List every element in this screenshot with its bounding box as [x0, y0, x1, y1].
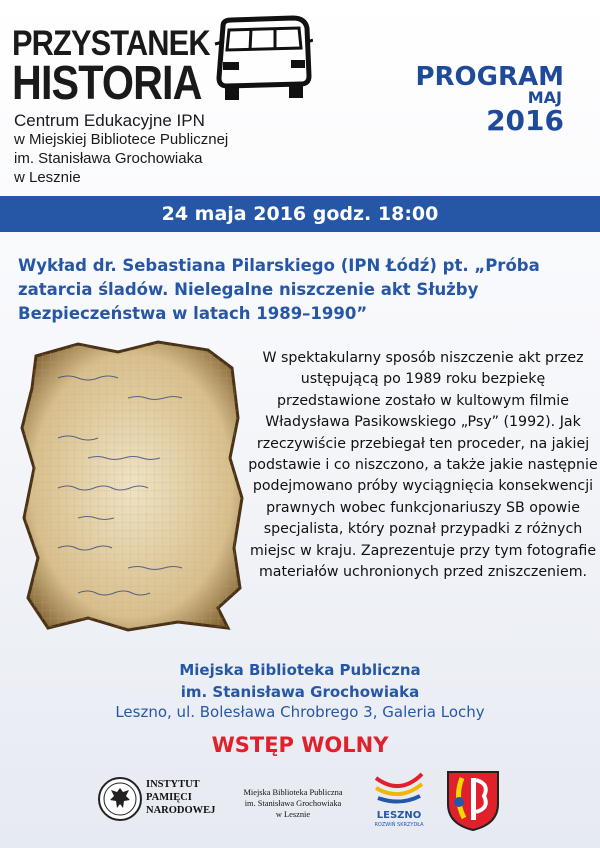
event-date-band	[0, 196, 600, 232]
venue-name-line1: Miejska Biblioteka Publiczna	[179, 661, 421, 679]
lecture-title: Wykład dr. Sebastiana Pilarskiego (IPN Łódź) pt. „Próba zatarcia śladów. Nielegalne niszczenie akt Służby Bezpieczeństwa w latach 1989–1990”	[18, 256, 540, 323]
burnt-document-photo	[18, 338, 248, 634]
leszno-coat-of-arms-icon	[444, 768, 502, 832]
program-label: PROGRAM	[415, 62, 564, 92]
program-year: 2016	[486, 104, 564, 137]
event-description: W spektakularny sposób niszczenie akt przez ustępującą po 1989 roku bezpiekę przedstawione zostało w kultowym filmie Władysława Pasikowskiego „Psy” (1992). Jak rzeczywiście przebiegał ten proceder, na jakiej podstawie i co niszczono, a także jakie następnie podejmowano próby wyciągnięcia konsekwencji prawnych wobec funkcjonariuszy SB opowie specjalista, który poznał przypadki z różnych miejsc w kraju. Zaprezentuje przy tym fotografie materiałów uchronionych przed zniszczeniem.	[248, 350, 598, 581]
ipn-eagle-seal-icon	[97, 776, 143, 822]
program-month: MAJ	[527, 88, 562, 107]
free-entry-label: WSTĘP WOLNY	[211, 733, 389, 757]
subtitle-line1: Centrum Edukacyjne IPN	[14, 111, 205, 130]
library-logo-text: Miejska Biblioteka Publiczna im. Stanisława Grochowiaka w Lesznie	[243, 788, 343, 819]
ipn-logo-text: INSTYTUT PAMIĘCI NARODOWEJ	[146, 779, 216, 816]
header	[0, 0, 600, 190]
brand-title-line2: HISTORIA	[12, 57, 202, 110]
subtitle-line2: w Miejskiej Bibliotece Publicznej	[14, 131, 229, 148]
leszno-city-logo	[370, 768, 428, 828]
subtitle-line3: im. Stanisława Grochowiaka	[14, 150, 203, 167]
svg-text:ROZWIŃ SKRZYDŁA: ROZWIŃ SKRZYDŁA	[374, 822, 424, 828]
brand-title-line1: PRZYSTANEK	[12, 24, 210, 63]
subtitle-line4: w Lesznie	[14, 169, 81, 186]
bus-icon	[213, 14, 313, 106]
venue-name-line2: im. Stanisława Grochowiaka	[180, 683, 420, 701]
event-date-time: 24 maja 2016 godz. 18:00	[161, 203, 439, 225]
venue-address: Leszno, ul. Bolesława Chrobrego 3, Galeria Lochy	[115, 703, 485, 721]
svg-text:LESZNO: LESZNO	[376, 810, 422, 821]
